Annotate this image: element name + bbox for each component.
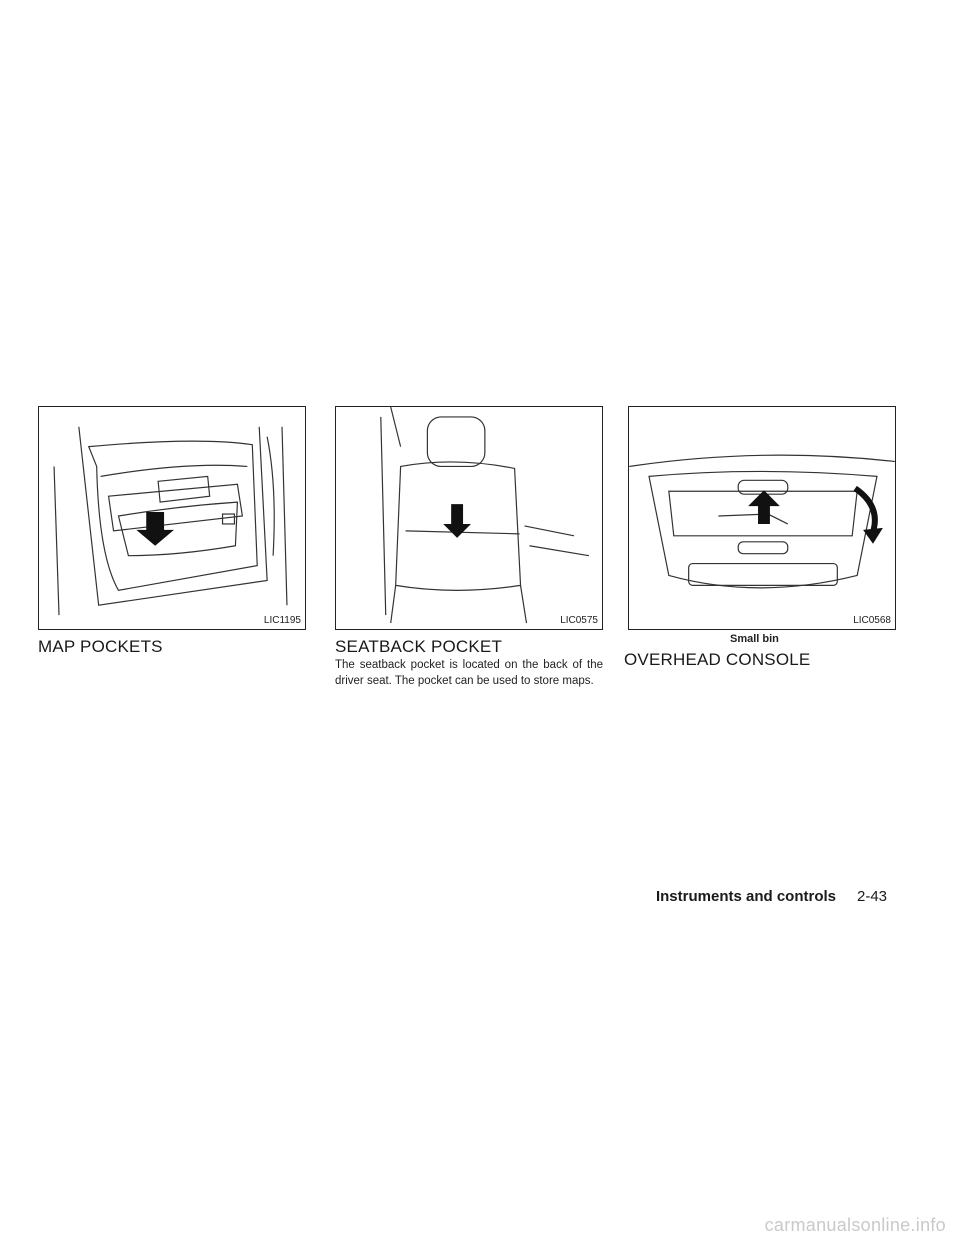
heading-overhead-console: OVERHEAD CONSOLE [624, 650, 811, 669]
figure-seatback-pocket [335, 406, 603, 630]
curved-arrow-icon [629, 407, 895, 629]
figure-code: LIC1195 [263, 615, 301, 626]
figure-code: LIC0568 [853, 615, 891, 626]
page-number: 2-43 [857, 888, 888, 905]
footer-section-title: Instruments and controls [655, 888, 836, 905]
seatback-pocket-text: The seatback pocket is located on the back of the driver seat. The pocket can be used to store maps. [335, 659, 603, 687]
figure-map-pockets [38, 406, 306, 630]
figure-overhead-console [628, 406, 896, 630]
down-arrow-icon [336, 407, 602, 629]
watermark: carmanualsonline.info [764, 1215, 946, 1235]
figure-code: LIC0575 [560, 615, 598, 626]
figure-caption: Small bin [730, 633, 779, 645]
heading-map-pockets: MAP POCKETS [38, 637, 163, 656]
down-arrow-icon [39, 407, 305, 629]
heading-seatback-pocket: SEATBACK POCKET [335, 637, 503, 656]
